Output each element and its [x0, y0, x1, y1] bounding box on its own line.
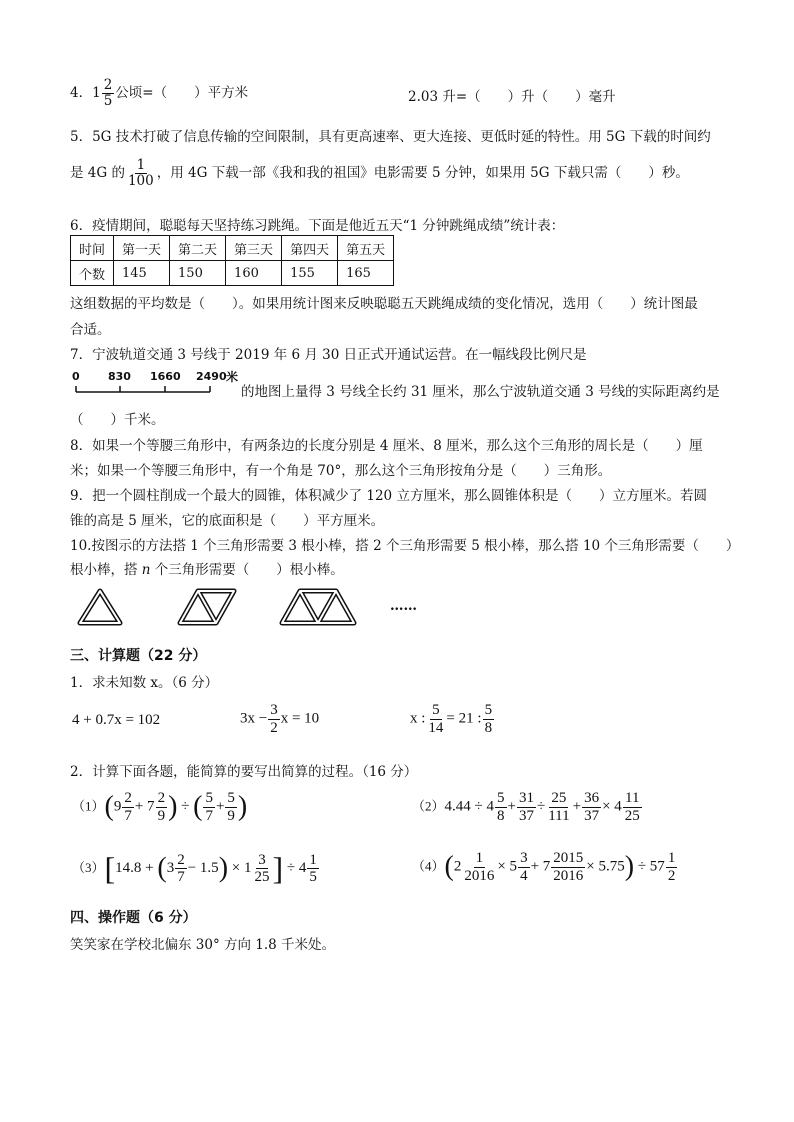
question-7-line3: （ ）千米。 [70, 412, 165, 428]
scale-unit: 米 [226, 370, 239, 384]
section-3-title: 三、计算题（22 分） [70, 648, 207, 664]
scale-tick-3: 2490 [196, 370, 227, 383]
scale-tick-2: 1660 [150, 370, 181, 383]
table-cell: 第五天 [338, 236, 394, 261]
calc-1: （1）(9 $\frac{2}{7}$ + 7 $\frac{2}{9}$ ) ÷ ( $\frac{5}{7}$ + $\frac{5}{9}$ ) [72, 790, 248, 824]
question-9-line2: 锥的高是 5 厘米，它的底面积是（ ）平方厘米。 [70, 513, 385, 529]
question-6-line3: 合适。 [70, 322, 111, 338]
scale-tick-0: 0 [72, 370, 80, 383]
table-cell: 第三天 [226, 236, 282, 261]
calc-3: （3）[14.8 + (3 $\frac{2}{7}$ − 1.5) × 1 $\frac{3}{25}$ ] ÷ 4 $\frac{1}{5}$ [72, 850, 317, 886]
question-7-line1: 7．宁波轨道交通 3 号线于 2019 年 6 月 30 日正式开通试运营。在一幅线段比例尺是 [70, 347, 587, 363]
table-cell: 145 [114, 261, 170, 286]
table-row [71, 261, 394, 286]
question-7-line2: 的地图上量得 3 号线全长约 31 厘米，那么宁波轨道交通 3 号线的实际距离约是 [241, 384, 720, 400]
question-5-line2: 是 4G 的 $\frac{1}{100}$ ，用 4G 下载一部《我和我的祖国》电影需要 5 分钟，如果用 5G 下载只需（ ）秒。 [70, 157, 689, 189]
triangle-sticks-figure [70, 585, 430, 630]
equation-2: 3x − $\frac{3}{2}$ x = 10 [240, 702, 320, 736]
scale-tick-1: 830 [108, 370, 131, 383]
table-cell: 155 [282, 261, 338, 286]
stats-table [70, 235, 394, 286]
equation-3: x : $\frac{5}{14}$ = 21 : $\frac{5}{8}$ [410, 702, 493, 736]
scale-bar [72, 370, 242, 400]
question-6-line2: 这组数据的平均数是（ ）。如果用统计图来反映聪聪五天跳绳成绩的变化情况，选用（ ）统计图最 [70, 296, 698, 312]
section-3-q2: 2．计算下面各题，能简算的要写出简算的过程。（16 分） [70, 764, 418, 780]
section-4-title: 四、操作题（6 分） [70, 910, 197, 926]
table-row [71, 236, 394, 261]
calc-4: （4）(2 $\frac{1}{2016}$ × 5 $\frac{3}{4}$ + 7 $\frac{2015}{2016}$ × 5.75) ÷ 57 $\frac{1}{2}$ [412, 850, 676, 884]
table-cell: 第二天 [170, 236, 226, 261]
table-cell: 150 [170, 261, 226, 286]
question-4b: 2.03 升=（ ）升（ ）毫升 [408, 89, 616, 105]
question-10-line2: 根小棒，搭 n 个三角形需要（ ）根小棒。 [70, 562, 344, 578]
question-8-line1: 8．如果一个等腰三角形中，有两条边的长度分别是 4 厘米、8 厘米，那么这个三角形的周长是（ ）厘 [70, 438, 703, 454]
question-10-line1: 10.按图示的方法搭 1 个三角形需要 3 根小棒，搭 2 个三角形需要 5 根小棒，那么搭 10 个三角形需要（ ） [70, 538, 740, 554]
calc-2: （2）4.44 ÷ 4 $\frac{5}{8}$ + $\frac{31}{37}$ ÷ $\frac{25}{111}$ + $\frac{36}{37}$ × 4 $\frac{11}{25}$ [412, 790, 640, 824]
section-4-line1: 笑笑家在学校北偏东 30° 方向 1.8 千米处。 [70, 937, 336, 953]
table-cell: 时间 [71, 236, 114, 261]
table-cell: 165 [338, 261, 394, 286]
table-cell: 160 [226, 261, 282, 286]
question-4: 4．1 $\frac{2}{5}$ 公顷=（ ）平方米 [70, 77, 249, 109]
table-cell: 个数 [71, 261, 114, 286]
ellipsis: …… [390, 598, 417, 614]
question-9-line1: 9．把一个圆柱削成一个最大的圆锥，体积减少了 120 立方厘米，那么圆锥体积是（ ）立方厘米。若圆 [70, 488, 707, 504]
question-5-line1: 5．5G 技术打破了信息传输的空间限制，具有更高速率、更大连接、更低时延的特性。用 5G 下载的时间约 [70, 129, 711, 145]
equation-1: 4 + 0.7x = 102 [72, 712, 161, 728]
question-6-line1: 6．疫情期间，聪聪每天坚持练习跳绳。下面是他近五天“1 分钟跳绳成绩”统计表： [70, 218, 565, 234]
table-cell: 第四天 [282, 236, 338, 261]
table-cell: 第一天 [114, 236, 170, 261]
question-8-line2: 米；如果一个等腰三角形中，有一个角是 70°，那么这个三角形按角分是（ ）三角形。 [70, 463, 612, 479]
section-3-q1: 1．求未知数 x。（6 分） [70, 675, 219, 691]
